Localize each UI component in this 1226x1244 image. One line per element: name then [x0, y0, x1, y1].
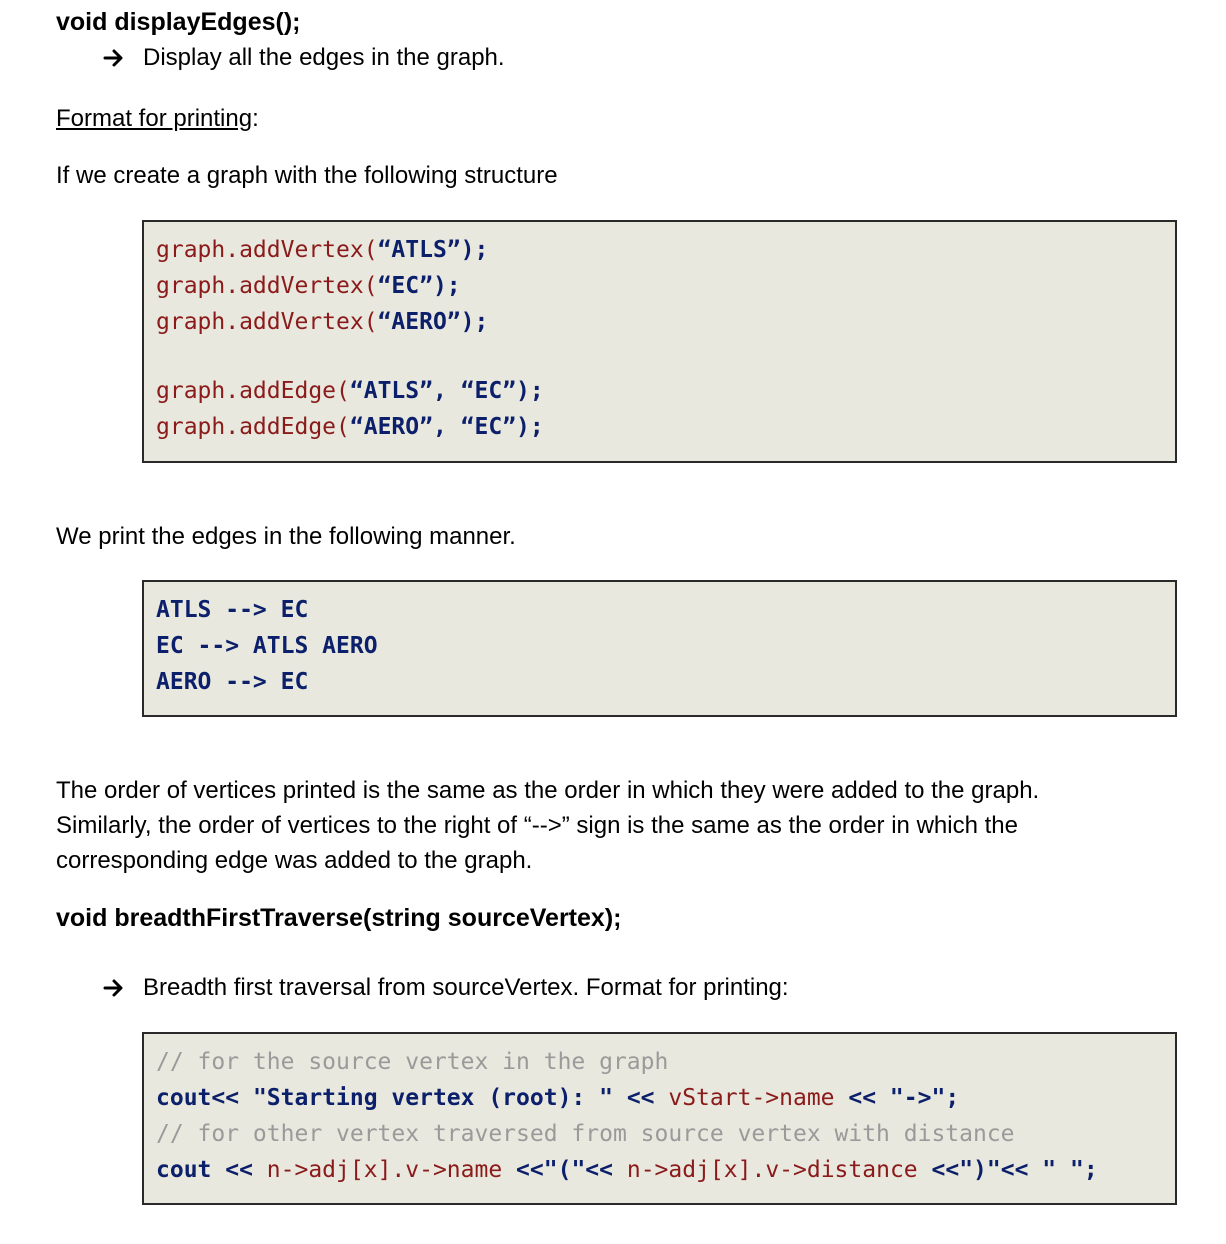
code-arg: “AERO” [377, 309, 461, 335]
code-end: ); [460, 237, 489, 263]
code-variable: n->adj[x].v->distance [626, 1157, 918, 1183]
code-arg: “ATLS”, “EC” [349, 378, 517, 404]
format-label: Format for printing [56, 105, 253, 132]
code-line [156, 268, 1163, 304]
code-blank-line [156, 340, 1163, 373]
code-string: "->" [889, 1085, 946, 1111]
code-line [156, 409, 1163, 445]
code-string: "Starting vertex (root): " [252, 1085, 613, 1111]
display-edges-bullet [103, 44, 505, 72]
code-string: " " [1042, 1157, 1084, 1183]
code-end: ; [1083, 1157, 1098, 1183]
code-arg: “AERO”, “EC” [349, 414, 517, 440]
code-end: ); [432, 273, 461, 299]
code-arg: “EC” [377, 273, 433, 299]
right-arrow-icon [103, 47, 125, 69]
code-arg: “ATLS” [377, 237, 461, 263]
code-fn: graph.addVertex( [156, 309, 378, 335]
code-end: ); [516, 414, 544, 440]
code-fn: graph.addVertex( [156, 237, 378, 263]
output-line: ATLS --> EC [156, 597, 309, 623]
code-fn: graph.addEdge( [156, 378, 350, 404]
bfs-bullet [103, 974, 789, 1002]
code-line [156, 1152, 1163, 1188]
code-comment: // for other vertex traversed from source vertex with distance [156, 1121, 1015, 1147]
code-operator: << [834, 1085, 890, 1111]
code-comment: // for the source vertex in the graph [156, 1049, 669, 1075]
code-operator: << [225, 1157, 267, 1183]
code-line [156, 373, 1163, 409]
graph-structure-code-block [142, 220, 1177, 463]
bfs-signature: void breadthFirstTraverse(string sourceVertex); [56, 904, 622, 932]
order-paragraph-line-2: Similarly, the order of vertices to the right of “-->” sign is the same as the order in which the [56, 812, 1018, 839]
output-line: EC --> ATLS AERO [156, 633, 378, 659]
output-line: AERO --> EC [156, 669, 309, 695]
bfs-format-code-block [142, 1032, 1177, 1205]
code-variable: vStart->name [668, 1085, 835, 1111]
code-end: ; [945, 1085, 960, 1111]
graph-intro-text: If we create a graph with the following structure [56, 162, 558, 189]
code-variable: n->adj[x].v->name [266, 1157, 503, 1183]
format-label-line [56, 101, 259, 136]
code-operator: << [585, 1157, 627, 1183]
code-string: "(" [543, 1157, 586, 1183]
bfs-bullet-text: Breadth first traversal from sourceVertex. Format for printing: [143, 974, 789, 1001]
code-line [156, 304, 1163, 340]
code-end: ); [516, 378, 544, 404]
code-string: ")" [959, 1157, 1001, 1183]
order-paragraph-line-3: corresponding edge was added to the graph. [56, 847, 533, 874]
print-intro-text: We print the edges in the following manner. [56, 523, 516, 550]
code-keyword: cout<< [156, 1085, 253, 1111]
format-colon: : [252, 105, 259, 132]
code-end: ); [460, 309, 489, 335]
code-operator: << [917, 1157, 960, 1183]
code-line [156, 232, 1163, 268]
code-operator: << [612, 1085, 669, 1111]
code-operator: << [502, 1157, 544, 1183]
code-keyword: cout [156, 1157, 226, 1183]
code-line [156, 1080, 1163, 1116]
order-paragraph-line-1: The order of vertices printed is the same as the order in which they were added to the graph. [56, 777, 1040, 804]
edges-output-code-block [142, 580, 1177, 717]
display-edges-signature: void displayEdges(); [56, 8, 301, 36]
code-fn: graph.addVertex( [156, 273, 378, 299]
right-arrow-icon [103, 977, 125, 999]
display-edges-bullet-text: Display all the edges in the graph. [143, 44, 505, 71]
code-fn: graph.addEdge( [156, 414, 350, 440]
code-operator: << [1000, 1157, 1043, 1183]
